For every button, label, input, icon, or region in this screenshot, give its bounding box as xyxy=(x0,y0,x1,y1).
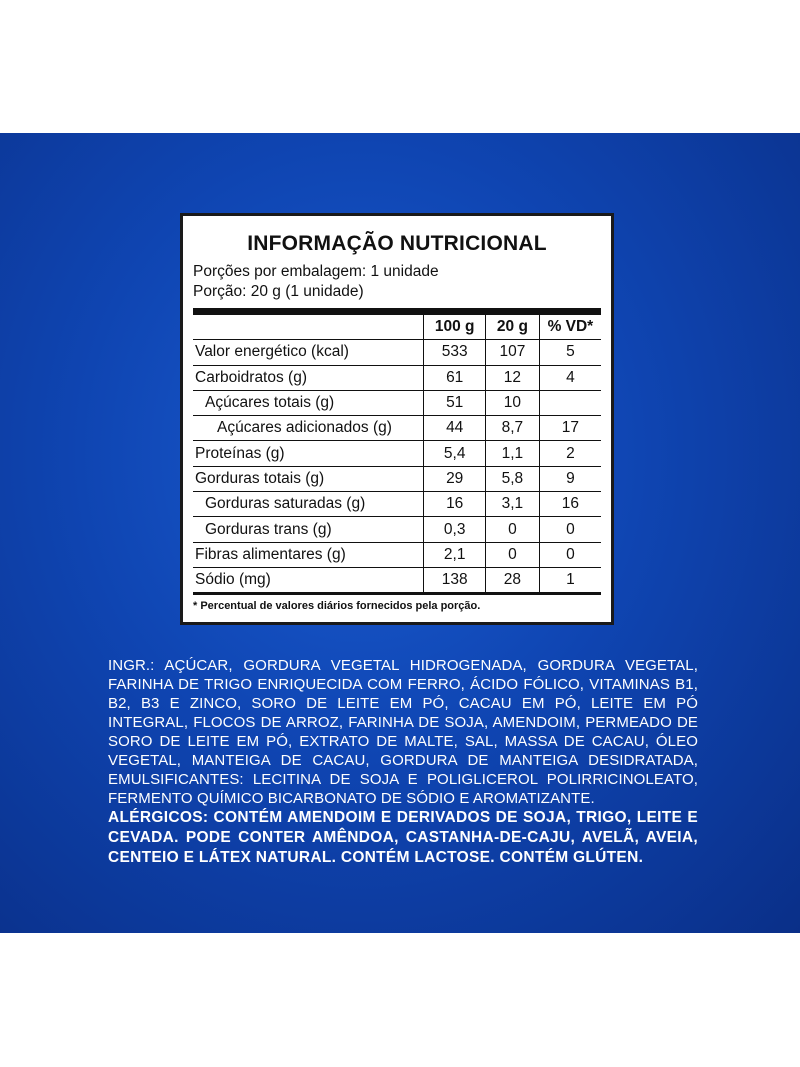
value-20g: 107 xyxy=(486,340,540,365)
value-20g: 12 xyxy=(486,365,540,390)
value-vd: 4 xyxy=(539,365,601,390)
value-100g: 5,4 xyxy=(424,441,486,466)
nutrient-name: Gorduras saturadas (g) xyxy=(193,492,424,517)
nutrient-name: Açúcares totais (g) xyxy=(193,390,424,415)
nutrient-name: Valor energético (kcal) xyxy=(193,340,424,365)
value-100g: 51 xyxy=(424,390,486,415)
table-row xyxy=(193,340,601,365)
nutrient-name: Proteínas (g) xyxy=(193,441,424,466)
table-row xyxy=(193,466,601,491)
footnote: * Percentual de valores diários fornecidos pela porção. xyxy=(193,600,481,613)
table-row xyxy=(193,517,601,542)
value-vd: 1 xyxy=(539,567,601,593)
value-100g: 2,1 xyxy=(424,542,486,567)
value-20g: 5,8 xyxy=(486,466,540,491)
table-header-row xyxy=(193,315,601,340)
value-20g: 10 xyxy=(486,390,540,415)
value-100g: 29 xyxy=(424,466,486,491)
header-cell: % VD* xyxy=(539,315,601,340)
table-row xyxy=(193,365,601,390)
value-100g: 0,3 xyxy=(424,517,486,542)
value-100g: 44 xyxy=(424,416,486,441)
value-20g: 0 xyxy=(486,542,540,567)
nutrient-name: Gorduras trans (g) xyxy=(193,517,424,542)
table-row xyxy=(193,567,601,593)
value-20g: 3,1 xyxy=(486,492,540,517)
value-20g: 0 xyxy=(486,517,540,542)
value-20g: 28 xyxy=(486,567,540,593)
nutrient-name: Fibras alimentares (g) xyxy=(193,542,424,567)
nutrition-table xyxy=(193,315,601,595)
nutrient-name: Carboidratos (g) xyxy=(193,365,424,390)
nutrition-facts-label xyxy=(180,213,614,625)
value-20g: 8,7 xyxy=(486,416,540,441)
servings-per-package: Porções por embalagem: 1 unidade xyxy=(193,263,439,280)
value-100g: 533 xyxy=(424,340,486,365)
nutrient-name: Açúcares adicionados (g) xyxy=(193,416,424,441)
value-vd: 9 xyxy=(539,466,601,491)
nutrition-title: INFORMAÇÃO NUTRICIONAL xyxy=(247,232,547,255)
value-100g: 16 xyxy=(424,492,486,517)
table-row xyxy=(193,441,601,466)
table-row xyxy=(193,542,601,567)
ingredients-text: INGR.: AÇÚCAR, GORDURA VEGETAL HIDROGENADA, GORDURA VEGETAL, FARINHA DE TRIGO ENRIQUECIDA COM FERRO, ÁCIDO FÓLICO, VITAMINAS B1, B2, B3 E ZINCO, SORO DE LEITE EM PÓ, CACAU EM PÓ, LEITE EM PÓ INTEGRAL, FLOCOS DE ARROZ, FARINHA DE SOJA, AMENDOIM, PERMEADO DE SORO DE LEITE EM PÓ, EXTRATO DE MALTE, SAL, MASSA DE CACAU, ÓLEO VEGETAL, MANTEIGA DE CACAU, GORDURA DE MANTEIGA DESIDRATADA, EMULSIFICANTES: LECITINA DE SOJA E POLIGLICEROL POLIRRICINOLEATO, FERMENTO QUÍMICO BICARBONATO DE SÓDIO E AROMATIZANTE. xyxy=(108,657,698,807)
header-cell xyxy=(193,315,424,340)
table-row xyxy=(193,416,601,441)
allergens-text: ALÉRGICOS: CONTÉM AMENDOIM E DERIVADOS DE SOJA, TRIGO, LEITE E CEVADA. PODE CONTER AMÊNDOA, CASTANHA-DE-CAJU, AVELÃ, AVEIA, CENTEIO E LÁTEX NATURAL. CONTÉM LACTOSE. CONTÉM GLÚTEN. xyxy=(108,809,698,866)
value-vd xyxy=(539,390,601,415)
value-vd: 16 xyxy=(539,492,601,517)
table-row xyxy=(193,390,601,415)
nutrient-name: Gorduras totais (g) xyxy=(193,466,424,491)
thick-divider xyxy=(193,308,601,315)
value-vd: 2 xyxy=(539,441,601,466)
serving-size: Porção: 20 g (1 unidade) xyxy=(193,283,364,300)
value-vd: 17 xyxy=(539,416,601,441)
table-row xyxy=(193,492,601,517)
nutrient-name: Sódio (mg) xyxy=(193,567,424,593)
value-vd: 0 xyxy=(539,517,601,542)
header-cell: 20 g xyxy=(486,315,540,340)
value-100g: 138 xyxy=(424,567,486,593)
value-vd: 5 xyxy=(539,340,601,365)
value-vd: 0 xyxy=(539,542,601,567)
header-cell: 100 g xyxy=(424,315,486,340)
value-20g: 1,1 xyxy=(486,441,540,466)
value-100g: 61 xyxy=(424,365,486,390)
